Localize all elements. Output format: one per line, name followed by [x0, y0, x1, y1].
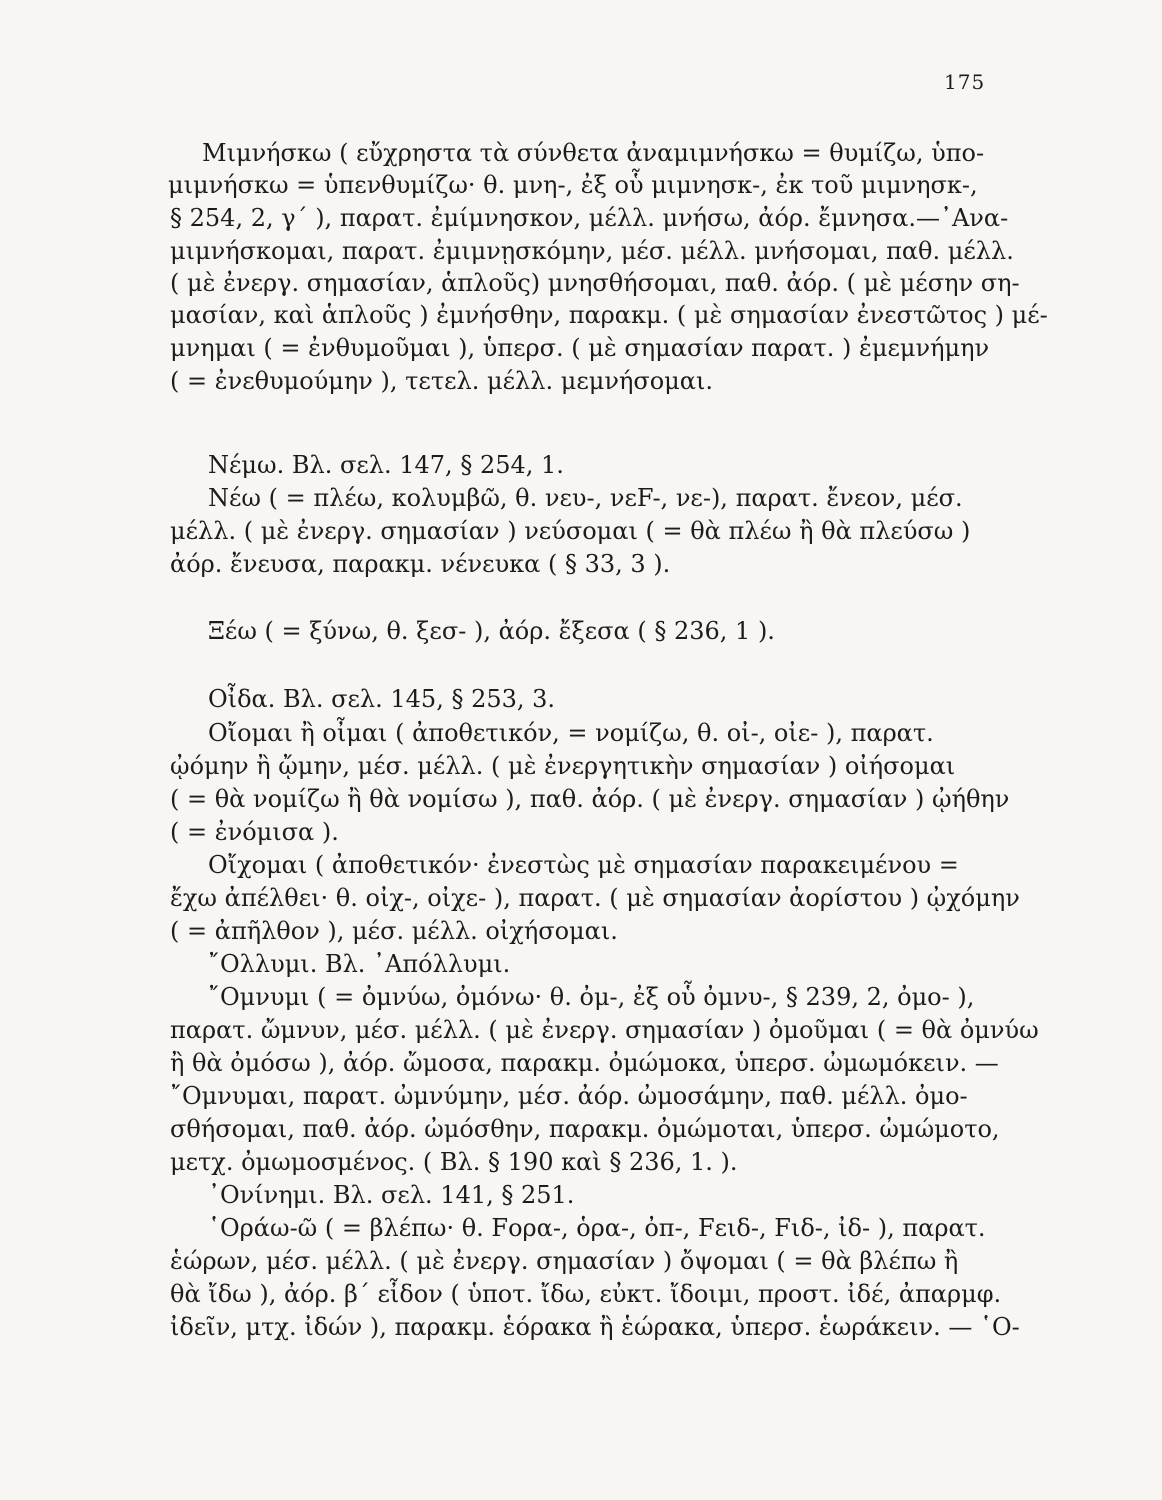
text-line: θὰ ἴδω ), ἀόρ. β΄ εἶδον ( ὑποτ. ἴδω, εὐκτ. ἴδοιμι, προστ. ἰδέ, ἀπαρμφ.: [170, 1280, 1002, 1308]
text-line: μιμνήσκομαι, παρατ. ἐμιμνῃσκόμην, μέσ. μέλλ. μνήσομαι, παθ. μέλλ.: [170, 237, 1014, 265]
text-line: Οἴχομαι ( ἀποθετικόν· ἐνεστὼς μὲ σημασίαν παρακειμένου =: [208, 851, 959, 879]
text-line: ( = ἐνόμισα ).: [170, 818, 339, 846]
text-line: ῾Οράω-ῶ ( = βλέπω· θ. Fορα-, ὁρα-, ὀπ-, Fειδ-, Fιδ-, ἰδ- ), παρατ.: [208, 1214, 986, 1242]
text-line: ( μὲ ἐνεργ. σημασίαν, ἁπλοῦς) μνησθήσομαι, παθ. ἀόρ. ( μὲ μέσην ση-: [170, 269, 1020, 297]
text-line: ἑώρων, μέσ. μέλλ. ( μὲ ἐνεργ. σημασίαν ) ὄψομαι ( = θὰ βλέπω ἢ: [170, 1247, 959, 1275]
text-line: Οἴομαι ἢ οἶμαι ( ἀποθετικόν, = νομίζω, θ. οἰ-, οἰε- ), παρατ.: [208, 719, 934, 747]
text-line: μέλλ. ( μὲ ἐνεργ. σημασίαν ) νεύσομαι ( = θὰ πλέω ἢ θὰ πλεύσω ): [170, 517, 971, 545]
text-line: ῎Ομνυμι ( = ὀμνύω, ὀμόνω· θ. ὀμ-, ἐξ οὗ ὀμνυ-, § 239, 2, ὀμο- ),: [208, 983, 975, 1011]
text-line: ἢ θὰ ὀμόσω ), ἀόρ. ὤμοσα, παρακμ. ὀμώμοκα, ὑπερσ. ὠμωμόκειν. —: [170, 1049, 999, 1077]
text-line: ἔχω ἀπέλθει· θ. οἰχ-, οἰχε- ), παρατ. ( μὲ σημασίαν ἀορίστου ) ᾠχόμην: [170, 884, 1020, 912]
text-line: ἰδεῖν, μτχ. ἰδών ), παρακμ. ἑόρακα ἢ ἑώρακα, ὑπερσ. ἑωράκειν. — ῾Ο-: [170, 1313, 1020, 1341]
text-line: § 254, 2, γ΄ ), παρατ. ἐμίμνησκον, μέλλ. μνήσω, ἀόρ. ἔμνησα.—᾿Ανα-: [170, 204, 1009, 232]
text-line: ῎Ολλυμι. Βλ. ᾿Απόλλυμι.: [208, 950, 511, 978]
text-line: ᾠόμην ἢ ᾤμην, μέσ. μέλλ. ( μὲ ἐνεργητικὴν σημασίαν ) οἰήσομαι: [170, 752, 956, 780]
text-line: ( = ἐνεθυμούμην ), τετελ. μέλλ. μεμνήσομαι.: [170, 367, 713, 395]
text-line: ἀόρ. ἔνευσα, παρακμ. νένευκα ( § 33, 3 ).: [170, 550, 671, 578]
text-line: μνημαι ( = ἐνθυμοῦμαι ), ὑπερσ. ( μὲ σημασίαν παρατ. ) ἐμεμνήμην: [170, 334, 990, 362]
text-line: ᾿Ονίνημι. Βλ. σελ. 141, § 251.: [208, 1181, 575, 1209]
text-line: ( = ἀπῆλθον ), μέσ. μέλλ. οἰχήσομαι.: [170, 917, 618, 945]
text-line: ( = θὰ νομίζω ἢ θὰ νομίσω ), παθ. ἀόρ. ( μὲ ἐνεργ. σημασίαν ) ᾠήθην: [170, 785, 1010, 813]
text-line: μασίαν, καὶ ἁπλοῦς ) ἐμνήσθην, παρακμ. ( μὲ σημασίαν ἐνεστῶτος ) μέ-: [170, 301, 1048, 329]
text-line: μετχ. ὀμωμοσμένος. ( Βλ. § 190 καὶ § 236, 1. ).: [170, 1148, 738, 1176]
text-line: Νέμω. Βλ. σελ. 147, § 254, 1.: [208, 451, 564, 479]
text-line: Ξέω ( = ξύνω, θ. ξεσ- ), ἀόρ. ἔξεσα ( § 236, 1 ).: [208, 617, 775, 645]
text-line: Μιμνήσκω ( εὔχρηστα τὰ σύνθετα ἀναμιμνήσκω = θυμίζω, ὑπο-: [202, 139, 985, 167]
text-line: μιμνήσκω = ὑπενθυμίζω· θ. μνη-, ἐξ οὗ μιμνησκ-, ἐκ τοῦ μιμνησκ-,: [168, 171, 978, 199]
text-line: παρατ. ὤμνυν, μέσ. μέλλ. ( μὲ ἐνεργ. σημασίαν ) ὀμοῦμαι ( = θὰ ὀμνύω: [170, 1016, 1039, 1044]
text-line: σθήσομαι, παθ. ἀόρ. ὠμόσθην, παρακμ. ὀμώμοται, ὑπερσ. ὠμώμοτο,: [170, 1115, 1000, 1143]
text-line: ῎Ομνυμαι, παρατ. ὠμνύμην, μέσ. ἀόρ. ὠμοσάμην, παθ. μέλλ. ὀμο-: [170, 1082, 968, 1110]
page-number: 175: [944, 70, 986, 94]
text-line: Οἶδα. Βλ. σελ. 145, § 253, 3.: [208, 685, 556, 713]
text-line: Νέω ( = πλέω, κολυμβῶ, θ. νευ-, νεF-, νε-), παρατ. ἔνεον, μέσ.: [208, 484, 963, 512]
